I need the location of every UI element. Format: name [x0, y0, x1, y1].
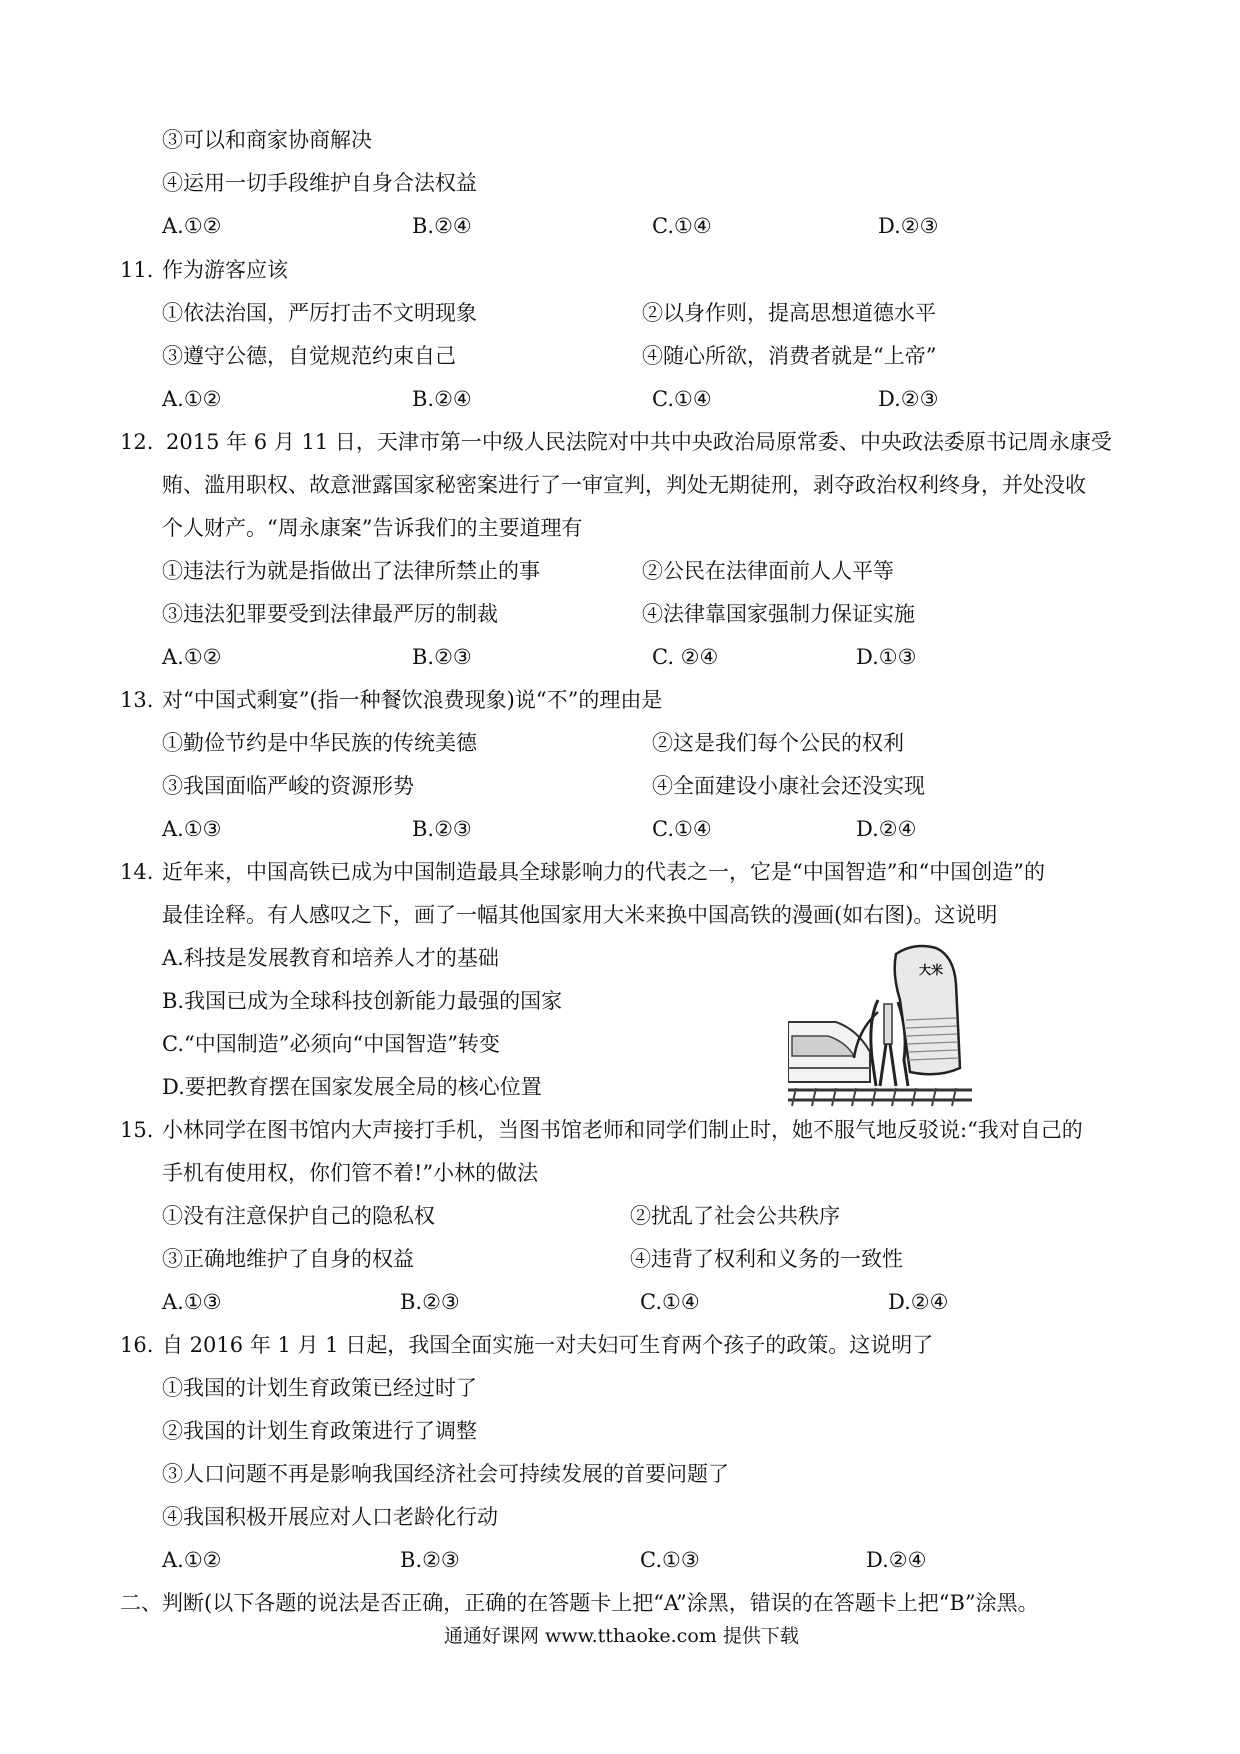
- q11-option-b: B.②④: [412, 387, 472, 411]
- q14-option-a: A.科技是发展教育和培养人才的基础: [162, 946, 499, 970]
- q13-statement-3: ③我国面临严峻的资源形势: [162, 774, 414, 798]
- q11-option-c: C.①④: [652, 387, 712, 411]
- q15-stem-line-2: 手机有使用权，你们管不着!”小林的做法: [162, 1161, 539, 1185]
- q12-number: 12.: [120, 430, 154, 454]
- q12-option-a: A.①②: [162, 645, 222, 669]
- q16-statement-2: ②我国的计划生育政策进行了调整: [162, 1419, 477, 1443]
- q15-statement-2: ②扰乱了社会公共秩序: [630, 1204, 840, 1228]
- rice-sack-label: 大米: [919, 963, 944, 977]
- q10-option-c: C.①④: [652, 214, 712, 238]
- q12-statement-2: ②公民在法律面前人人平等: [642, 559, 894, 583]
- q11-option-a: A.①②: [162, 387, 222, 411]
- q16-option-a: A.①②: [162, 1548, 222, 1572]
- q15-option-b: B.②③: [400, 1290, 460, 1314]
- q12-stem-line-2: 贿、滥用职权、故意泄露国家秘密案进行了一审宣判，判处无期徒刑，剥夺政治权利终身，并处没收: [162, 473, 1086, 497]
- footer-source: 通通好课网 www.tthaoke.com 提供下载: [444, 1625, 799, 1647]
- q15-statement-3: ③正确地维护了自身的权益: [162, 1247, 414, 1271]
- q15-option-c: C.①④: [640, 1290, 700, 1314]
- q13-option-b: B.②③: [412, 817, 472, 841]
- q13-statement-1: ①勤俭节约是中华民族的传统美德: [162, 731, 477, 755]
- q12-statement-3: ③违法犯罪要受到法律最严厉的制裁: [162, 602, 498, 626]
- section-2-heading: 二、判断(以下各题的说法是否正确，正确的在答题卡上把“A”涂黑，错误的在答题卡上把“B”涂黑。: [120, 1591, 1039, 1615]
- q14-option-b: B.我国已成为全球科技创新能力最强的国家: [162, 989, 563, 1013]
- q12-option-d: D.①③: [856, 645, 917, 669]
- q13-number: 13.: [120, 688, 154, 712]
- q13-stem: 对“中国式剩宴”(指一种餐饮浪费现象)说“不”的理由是: [162, 688, 663, 712]
- q12-option-c: C. ②④: [652, 645, 719, 669]
- q13-statement-2: ②这是我们每个公民的权利: [652, 731, 904, 755]
- q11-statement-2: ②以身作则，提高思想道德水平: [642, 301, 936, 325]
- q12-stem-line-1: 2015 年 6 月 11 日，天津市第一中级人民法院对中共中央政治局原常委、中央政法委原书记周永康受: [166, 430, 1112, 454]
- q12-option-b: B.②③: [412, 645, 472, 669]
- rice-for-train-cartoon: [788, 940, 972, 1120]
- q14-option-c: C.“中国制造”必须向“中国智造”转变: [162, 1032, 500, 1056]
- q10-option-a: A.①②: [162, 214, 222, 238]
- q16-stem: 自 2016 年 1 月 1 日起，我国全面实施一对夫妇可生育两个孩子的政策。这说明了: [162, 1333, 934, 1357]
- q12-statement-1: ①违法行为就是指做出了法律所禁止的事: [162, 559, 540, 583]
- q14-number: 14.: [120, 860, 154, 884]
- q15-stem-line-1: 小林同学在图书馆内大声接打手机，当图书馆老师和同学们制止时，她不服气地反驳说:“我对自己的: [162, 1118, 1083, 1142]
- q16-option-b: B.②③: [400, 1548, 460, 1572]
- q11-statement-1: ①依法治国，严厉打击不文明现象: [162, 301, 477, 325]
- q16-statement-1: ①我国的计划生育政策已经过时了: [162, 1376, 477, 1400]
- q16-number: 16.: [120, 1333, 154, 1357]
- q13-option-c: C.①④: [652, 817, 712, 841]
- q10-statement-3: ③可以和商家协商解决: [162, 128, 372, 152]
- q12-stem-line-3: 个人财产。“周永康案”告诉我们的主要道理有: [162, 516, 583, 540]
- q15-option-a: A.①③: [162, 1290, 222, 1314]
- q16-statement-3: ③人口问题不再是影响我国经济社会可持续发展的首要问题了: [162, 1462, 729, 1486]
- q12-statement-4: ④法律靠国家强制力保证实施: [642, 602, 915, 626]
- q11-stem: 作为游客应该: [162, 258, 288, 282]
- q10-statement-4: ④运用一切手段维护自身合法权益: [162, 171, 477, 195]
- q11-statement-3: ③遵守公德，自觉规范约束自己: [162, 344, 456, 368]
- q13-option-d: D.②④: [856, 817, 917, 841]
- q14-stem-line-2: 最佳诠释。有人感叹之下，画了一幅其他国家用大米来换中国高铁的漫画(如右图)。这说明: [162, 903, 998, 927]
- q16-statement-4: ④我国积极开展应对人口老龄化行动: [162, 1505, 498, 1529]
- q11-option-d: D.②③: [878, 387, 939, 411]
- q10-option-d: D.②③: [878, 214, 939, 238]
- q13-statement-4: ④全面建设小康社会还没实现: [652, 774, 925, 798]
- q16-option-d: D.②④: [866, 1548, 927, 1572]
- q15-statement-1: ①没有注意保护自己的隐私权: [162, 1204, 435, 1228]
- q16-option-c: C.①③: [640, 1548, 700, 1572]
- q11-number: 11.: [120, 258, 154, 282]
- q11-statement-4: ④随心所欲，消费者就是“上帝”: [642, 344, 937, 368]
- q15-option-d: D.②④: [888, 1290, 949, 1314]
- q10-option-b: B.②④: [412, 214, 472, 238]
- q14-stem-line-1: 近年来，中国高铁已成为中国制造最具全球影响力的代表之一，它是“中国智造”和“中国创造”的: [162, 860, 1045, 884]
- q13-option-a: A.①③: [162, 817, 222, 841]
- q15-statement-4: ④违背了权利和义务的一致性: [630, 1247, 903, 1271]
- q14-option-d: D.要把教育摆在国家发展全局的核心位置: [162, 1075, 542, 1099]
- q15-number: 15.: [120, 1118, 154, 1142]
